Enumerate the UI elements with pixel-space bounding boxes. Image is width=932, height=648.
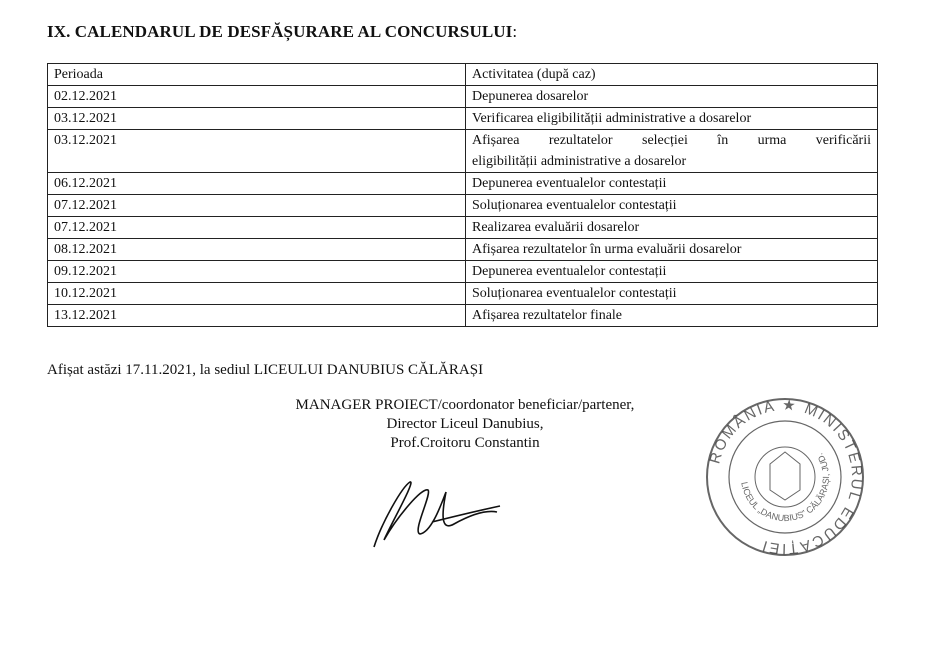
row-activity <box>466 130 878 173</box>
row-date: 07.12.2021 <box>48 217 466 239</box>
row-date: 10.12.2021 <box>48 283 466 305</box>
header-activity: Activitatea (după caz) <box>466 64 878 86</box>
svg-text:ROMÂNIA ★ MINISTERUL EDUCAȚIEI: ROMÂNIA ★ MINISTERUL EDUCAȚIEI <box>706 396 866 558</box>
row-activity: Realizarea evaluării dosarelor <box>466 217 878 239</box>
row-activity: Depunerea eventualelor contestații <box>466 173 878 195</box>
row-activity: Soluționarea eventualelor contestații <box>466 283 878 305</box>
row-date: 06.12.2021 <box>48 173 466 195</box>
row-activity: Depunerea dosarelor <box>466 86 878 108</box>
signature-role: MANAGER PROIECT/coordonator beneficiar/partener, <box>295 397 635 413</box>
row-activity: Verificarea eligibilității administrative a dosarelor <box>466 108 878 130</box>
table-row <box>48 108 878 130</box>
row-date: 07.12.2021 <box>48 195 466 217</box>
handwritten-signature <box>362 462 502 552</box>
table-row <box>48 86 878 108</box>
table-row <box>48 173 878 195</box>
row-date: 08.12.2021 <box>48 239 466 261</box>
row-date: 03.12.2021 <box>48 108 466 130</box>
svg-text:LICEUL „DANUBIUS” CĂLĂRAȘI, JU: LICEUL „DANUBIUS” CĂLĂRAȘI, JUD. <box>739 451 832 524</box>
schedule-table <box>47 63 878 327</box>
heading-text: IX. CALENDARUL DE DESFĂȘURARE AL CONCURSULUI <box>47 22 513 41</box>
heading-colon: : <box>512 22 518 41</box>
table-header-row <box>48 64 878 86</box>
table-row <box>48 261 878 283</box>
table-row <box>48 305 878 327</box>
official-stamp-seal <box>700 392 870 562</box>
header-period: Perioada <box>48 64 466 86</box>
table-row <box>48 195 878 217</box>
activity-line-1: Afișarea rezultatelor selecției în urma verificării <box>472 133 871 148</box>
row-date: 13.12.2021 <box>48 305 466 327</box>
row-date: 03.12.2021 <box>48 130 466 173</box>
row-activity: Afișarea rezultatelor finale <box>466 305 878 327</box>
row-date: 09.12.2021 <box>48 261 466 283</box>
row-activity: Soluționarea eventualelor contestații <box>466 195 878 217</box>
row-activity: Afișarea rezultatelor în urma evaluării dosarelor <box>466 239 878 261</box>
row-activity: Depunerea eventualelor contestații <box>466 261 878 283</box>
row-date: 02.12.2021 <box>48 86 466 108</box>
table-row <box>48 217 878 239</box>
table-row <box>48 283 878 305</box>
posted-note: Afișat astăzi 17.11.2021, la sediul LICEULUI DANUBIUS CĂLĂRAȘI <box>47 362 484 378</box>
table-row <box>48 239 878 261</box>
section-heading <box>47 22 517 42</box>
activity-line-2: eligibilității administrative a dosarelor <box>472 154 687 169</box>
signature-name: Prof.Croitoru Constantin <box>390 435 540 451</box>
signature-title: Director Liceul Danubius, <box>386 416 544 432</box>
signature-block <box>240 396 690 453</box>
table-row <box>48 130 878 173</box>
